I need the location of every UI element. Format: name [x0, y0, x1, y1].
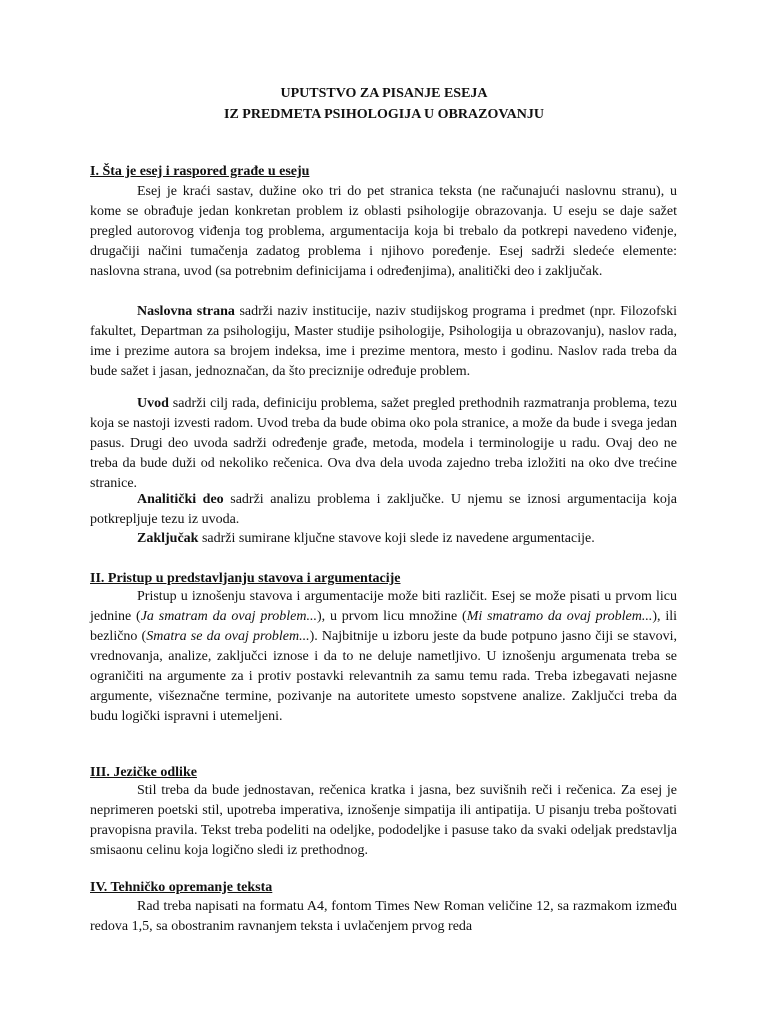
section-1-paragraph-1 [90, 182, 677, 282]
paragraph-text: Stil treba da bude jednostavan, rečenica kratka i jasna, bez suvišnih reči i rečenica. Za esej je neprimeren poetski stil, upotreba imperativa, iznošenje simpatija ili antipatija. U pisanju treba poštovati pravopisna pravila. Tekst treba podeliti na odeljke, pododeljke i pasuse tako da svaki odeljak predstavlja smisaonu celinu koja logično sledi iz prethodnog. [90, 783, 677, 858]
document-title-line-1: UPUTSTVO ZA PISANJE ESEJA [280, 86, 488, 101]
term-uvod: Uvod [137, 396, 169, 411]
paragraph-text: sadrži cilj rada, definiciju problema, sažet pregled prethodnih razmatranja problema, tezu koja se nastoji izvesti radom. Uvod treba da bude obima oko pola stranice, a može da bude i svega jedan pasus. Drugi deo uvoda sadrži određenje građe, metoda, modela i terminologije u radu. Ovaj deo ne treba da bude duži od nekoliko rečenica. Ova dva dela uvoda zajedno treba izložiti na oko dve trećine stranice. [90, 396, 677, 491]
section-1-heading: I. Šta je esej i raspored građe u eseju [90, 164, 310, 179]
paragraph-text: sadrži sumirane ključne stavove koji slede iz navedene argumentacije. [198, 531, 595, 546]
term-analiticki-deo: Analitički deo [137, 492, 224, 507]
paragraph-text: Pristup u iznošenju stavova i argumentacije može biti različit. Esej se može pisati u prvom licu jednine ( [90, 589, 677, 624]
paragraph-text: Rad treba napisati na formatu A4, fontom Times New Roman veličine 12, sa razmakom između redova 1,5, sa obostranim ravnanjem teksta i uvlačenjem prvog reda [90, 899, 677, 934]
section-1-paragraph-4 [90, 490, 677, 530]
section-2-heading: II. Pristup u predstavljanju stavova i argumentacije [90, 571, 401, 586]
section-1-paragraph-2 [90, 302, 677, 382]
section-3-heading: III. Jezičke odlike [90, 765, 197, 780]
term-naslovna-strana: Naslovna strana [137, 304, 235, 319]
example-impersonal: Smatra se da ovaj problem... [146, 629, 310, 644]
paragraph-text: sadrži analizu problema i zaključke. U njemu se iznosi argumentacija koja potkrepljuje tezu iz uvoda. [90, 492, 677, 527]
paragraph-text: Esej je kraći sastav, dužine oko tri do pet stranica teksta (ne računajući naslovnu stranu), u kome se obrađuje jedan konkretan problem iz oblasti psihologije obrazovanja. U eseju se daje sažet pregled autorovog viđenja tog problema, argumentacija koja bi trebalo da potkrepi navedeno viđenje, drugačiji načini tumačenja zadatog problema i njihovo poređenje. Esej sadrži sledeće elemente: naslovna strana, uvod (sa potrebnim definicijama i određenjima), analitički deo i zaključak. [90, 184, 677, 279]
section-1-paragraph-3 [90, 394, 677, 494]
section-3-paragraph-1 [90, 781, 677, 861]
section-4-heading: IV. Tehničko opremanje teksta [90, 880, 273, 895]
paragraph-text: ), u prvom licu množine ( [316, 609, 467, 624]
paragraph-text: ), ili bezlično ( [90, 609, 677, 644]
example-first-person-singular: Ja smatram da ovaj problem... [140, 609, 317, 624]
section-1-paragraph-5 [90, 529, 677, 549]
paragraph-text: sadrži naziv institucije, naziv studijskog programa i predmet (npr. Filozofski fakultet, Departman za psihologiju, Master studije psihologije, Psihologija u obrazovanju), naslov rada, ime i prezime autora sa brojem indeksa, ime i prezime mentora, mesto i godinu. Naslov rada treba da bude sažet i jasan, jednoznačan, da što preciznije određuje problem. [90, 304, 677, 379]
paragraph-text: ). Najbitnije u izboru jeste da bude potpuno jasno čiji se stavovi, vrednovanja, analize, zaključci iznose i da to ne deluje nametljivo. U iznošenju argumenata treba se ograničiti na argumente za i protiv postavki relevantnih za samu temu rada. Treba izbegavati nejasne argumente, višeznačne termine, pozivanje na autoritete umesto sopstvene analize. Zaključci treba da budu logički ispravni i utemeljeni. [90, 629, 677, 724]
section-4-paragraph-1 [90, 897, 677, 937]
section-2-paragraph-1 [90, 587, 677, 727]
term-zakljucak: Zaključak [137, 531, 199, 546]
document-title-line-2: IZ PREDMETA PSIHOLOGIJA U OBRAZOVANJU [224, 107, 544, 122]
example-first-person-plural: Mi smatramo da ovaj problem... [466, 609, 653, 624]
